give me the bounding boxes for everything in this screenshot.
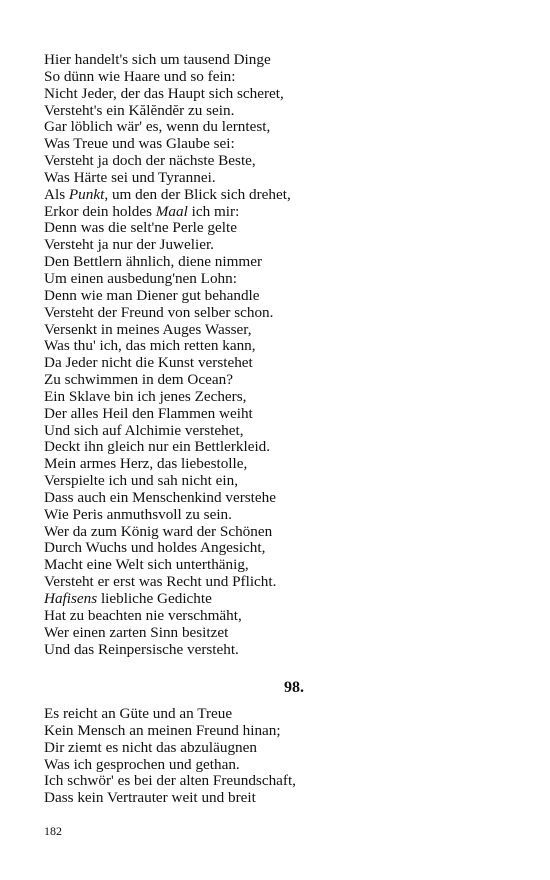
poem-line: Der alles Heil den Flammen weiht [44,404,253,422]
line-text: Erkor dein holdes [44,202,156,220]
poem-line: Dir ziemt es nicht das abzuläugnen [44,738,257,756]
poem-line: So dünn wie Haare und so fein: [44,67,236,85]
line-text: Als [44,185,69,203]
poem-line: Wie Peris anmuthsvoll zu sein. [44,505,232,523]
italic-word: Hafisens [44,590,98,607]
poem-line: Versteht der Freund von selber schon. [44,303,274,321]
poem-line [44,204,514,221]
poem-line: Mein armes Herz, das liebestolle, [44,455,248,473]
poem-line [44,187,514,204]
poem-line: Und das Reinpersische versteht. [44,640,239,658]
poem-line: Ich schwör' es bei der alten Freundschaft, [44,772,296,790]
poem-line: Verspielte ich und sah nicht ein, [44,472,239,490]
poem-line: Zu schwimmen in dem Ocean? [44,371,233,389]
poem-line: Versteht ja doch der nächste Beste, [44,152,256,170]
poem-line: Was ich gesprochen und gethan. [44,755,240,773]
poem-line: Versteht ja nur der Juwelier. [44,236,214,254]
line-text: liebliche Gedichte [97,590,212,607]
poem-line: Was Härte sei und Tyrannei. [44,168,216,186]
italic-word: Maal [155,202,188,220]
poem-line: Und sich auf Alchimie verstehet, [44,421,244,439]
poem-line: Gar löblich wär' es, wenn du lerntest, [44,118,271,136]
poem-line: Versteht's ein Kălĕndĕr zu sein. [44,101,235,119]
poem-line: Ein Sklave bin ich jenes Zechers, [44,387,247,405]
poem-97-text [44,52,514,658]
poem-line: Versteht er erst was Recht und Pflicht. [44,573,277,591]
poem-98-text [44,706,514,807]
poem-line: Wer einen zarten Sinn besitzet [44,623,229,641]
poem-line: Versenkt in meines Auges Wasser, [44,320,252,338]
poem-98-number: 98. [284,679,304,696]
poem-line: Wer da zum König ward der Schönen [44,522,273,540]
poem-line: Dass kein Vertrauter weit und breit [44,789,256,807]
poem-line: Hat zu beachten nie verschmäht, [44,606,242,624]
poem-line: Denn was die selt'ne Perle gelte [44,219,237,237]
poem-line: Was thu' ich, das mich retten kann, [44,337,256,355]
poem-line: Kein Mensch an meinen Freund hinan; [44,721,281,739]
poem-line: Macht eine Welt sich unterthänig, [44,556,249,574]
poem-line: Um einen ausbedung'nen Lohn: [44,269,237,287]
poem-line: Durch Wuchs und holdes Angesicht, [44,539,266,557]
poem-line [44,591,514,608]
italic-word: Punkt [68,185,105,203]
poem-line: Hier handelt's sich um tausend Dinge [44,51,271,68]
page-number: 182 [44,824,62,838]
poem-line: Dass auch ein Menschenkind verstehe [44,488,276,506]
poem-line: Denn wie man Diener gut behandle [44,286,260,304]
poem-line: Da Jeder nicht die Kunst verstehet [44,354,253,372]
poem-line: Nicht Jeder, der das Haupt sich scheret, [44,84,284,102]
poem-line: Was Treue und was Glaube sei: [44,135,235,153]
poem-line: Es reicht an Güte und an Treue [44,705,233,722]
poem-line: Den Bettlern ähnlich, diene nimmer [44,253,263,271]
line-text: ich mir: [187,202,240,220]
poem-line: Deckt ihn gleich nur ein Bettlerkleid. [44,438,271,456]
line-text: , um den der Blick sich drehet, [104,185,291,203]
